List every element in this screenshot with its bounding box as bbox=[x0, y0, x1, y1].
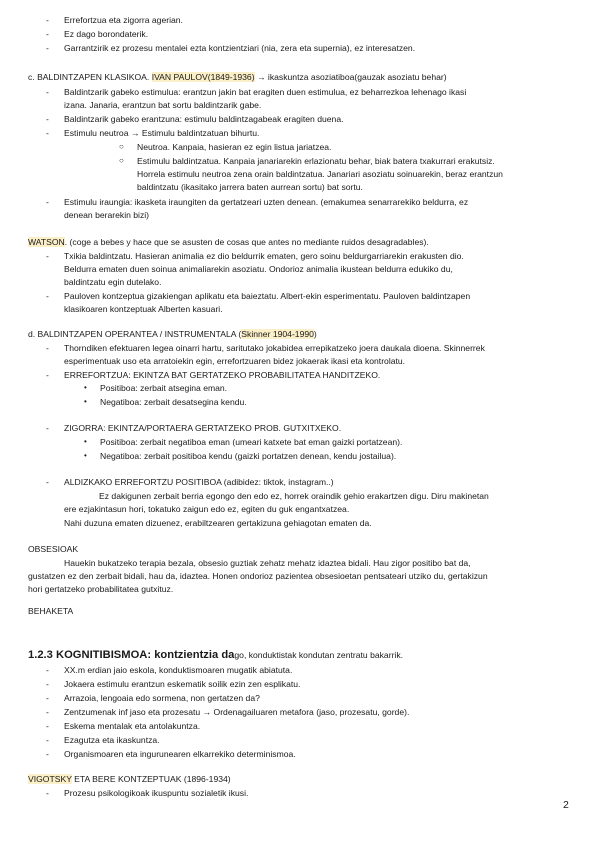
list-dash: - bbox=[46, 477, 49, 487]
sub-bullet: • bbox=[84, 451, 87, 460]
sub-list-item-continuation: Horrela estimulu neutroa zena orain baldintzatua. Janariari asoziatu soinuarekin, beraz erantzun bbox=[137, 169, 503, 179]
section-heading-operant: d. BALDINTZAPEN OPERANTEA / INSTRUMENTALA (Skinner 1904-1990) bbox=[28, 329, 317, 339]
paragraph-line: gustatzen ez den zerbait bidali, hau da, idaztea. Honen ondorioz pazientea obsesioetan pentsateari utziko du, gertakizun bbox=[28, 571, 488, 581]
section-heading-obsessions: OBSESIOAK bbox=[28, 544, 79, 554]
list-item: Eskema mentalak eta antolakuntza. bbox=[64, 721, 201, 731]
list-dash: - bbox=[46, 291, 49, 301]
list-dash: - bbox=[46, 128, 49, 138]
list-item-continuation: izana. Janaria, erantzun bat sortu baldintzarik gabe. bbox=[64, 100, 262, 110]
list-item: Arrazoia, lengoaia edo sormena, non gertatzen da? bbox=[64, 693, 260, 703]
list-dash: - bbox=[46, 343, 49, 353]
sub-list-item: Estimulu baldintzatua. Kanpaia janariarekin erlazionatu behar, biak batera txakurrari erakutsiz. bbox=[137, 156, 495, 166]
list-item-continuation: denean berarekin bizi) bbox=[64, 210, 150, 220]
list-dash: - bbox=[46, 707, 49, 717]
sub-list-item: Positiboa: zerbait negatiboa eman (umeari katxete bat eman gaizki portatzean). bbox=[100, 437, 403, 447]
list-dash: - bbox=[46, 29, 49, 39]
page-number: 2 bbox=[563, 799, 569, 811]
list-item: Baldintzarik gabeko erantzuna: estimulu baldintzagabeak eragiten duena. bbox=[64, 114, 344, 124]
list-item: ALDIZKAKO ERREFORTZU POSITIBOA (adibidez: tiktok, instagram..) bbox=[64, 477, 334, 487]
sub-bullet: ○ bbox=[119, 156, 124, 165]
section-heading-cognitivism: 1.2.3 KOGNITIBISMOA: kontzientzia dago, konduktistak kondutan zentratu bakarrik. bbox=[28, 649, 404, 661]
list-item: Estimulu neutroa → Estimulu baldintzatuan bihurtu. bbox=[64, 128, 260, 138]
sub-list-item: Neutroa. Kanpaia, hasieran ez egin listua jariatzea. bbox=[137, 142, 332, 152]
list-item: Garrantzirik ez prozesu mentalei ezta kontzientziari (nia, zera eta supernia), ez interesatzen. bbox=[64, 43, 416, 53]
sub-bullet: • bbox=[84, 397, 87, 406]
list-dash: - bbox=[46, 721, 49, 731]
list-dash: - bbox=[46, 197, 49, 207]
list-item: ZIGORRA: EKINTZA/PORTAERA GERTATZEKO PROB. GUTXITXEKO. bbox=[64, 423, 342, 433]
list-item: Pauloven kontzeptua gizakiengan aplikatu eta baieztatu. Albert-ekin esperimentatu. Pauloven baldintzapen bbox=[64, 291, 471, 301]
sub-list-item: Positiboa: zerbait atsegina eman. bbox=[100, 383, 228, 393]
list-item: Prozesu psikologikoak ikuspuntu sozialetik ikusi. bbox=[64, 788, 249, 798]
list-dash: - bbox=[46, 43, 49, 53]
section-heading-watson: WATSON. (coge a bebes y hace que se asusten de cosas que antes no mediante ruidos desagradables). bbox=[28, 237, 429, 247]
list-item-continuation: esperimentuak uso eta arratoiekin egin, errefortzuaren bidez jokaerak ikasi eta kontrolatu. bbox=[64, 356, 406, 366]
list-dash: - bbox=[46, 370, 49, 380]
paragraph-line: Hauekin bukatzeko terapia bezala, obsesio guztiak zehatz mehatz idaztea bidali. Hau zigor positibo bat da, bbox=[64, 558, 471, 568]
paragraph-line: Ez dakigunen zerbait berria egongo den edo ez, horrek oraindik gehio erakartzen digu. Diru makinetan bbox=[99, 491, 489, 501]
list-item: Txikia baldintzatu. Hasieran animalia ez dio beldurrik ematen, gero soinu beldurgarriarekin erakusten dio. bbox=[64, 251, 464, 261]
list-item: Estimulu iraungia: ikasketa iraungiten da gertatzeari uzten denean. (emakumea senarrarekiko beldurra, ez bbox=[64, 197, 469, 207]
paragraph-line: ere ezjakintasun hori, tokatuko zaigun edo ez, egiten du guk engantxatzea. bbox=[64, 504, 350, 514]
list-dash: - bbox=[46, 693, 49, 703]
highlighted-name: WATSON bbox=[28, 237, 65, 247]
list-item: ERREFORTZUA: EKINTZA BAT GERTATZEKO PROBABILITATEA HANDITZEKO. bbox=[64, 370, 381, 380]
list-item: Baldintzarik gabeko estimulua: erantzun jakin bat eragiten duen estimulua, ez beharrezkoa lehenago ikasi bbox=[64, 87, 467, 97]
highlighted-name: VIGOTSKY bbox=[28, 774, 72, 784]
list-dash: - bbox=[46, 114, 49, 124]
section-heading-vigotsky: VIGOTSKY ETA BERE KONTZEPTUAK (1896-1934) bbox=[28, 774, 231, 784]
list-item: Organismoaren eta ingurunearen elkarrekiko determinismoa. bbox=[64, 749, 296, 759]
list-dash: - bbox=[46, 423, 49, 433]
list-dash: - bbox=[46, 788, 49, 798]
list-dash: - bbox=[46, 665, 49, 675]
paragraph-line: Nahi duzuna ematen dizuenez, erabiltzearen gertakizuna gehiagotan ematen da. bbox=[64, 518, 372, 528]
list-dash: - bbox=[46, 251, 49, 261]
list-dash: - bbox=[46, 87, 49, 97]
list-item: Errefortzua eta zigorra agerian. bbox=[64, 15, 183, 25]
sub-bullet: ○ bbox=[119, 142, 124, 151]
sub-list-item: Negatiboa: zerbait desatsegina kendu. bbox=[100, 397, 247, 407]
list-item: XX.m erdian jaio eskola, konduktismoaren mugatik abiatuta. bbox=[64, 665, 293, 675]
list-item-continuation: klasikoaren kontzeptuak Alberten kasuari. bbox=[64, 304, 223, 314]
list-item: Ezagutza eta ikaskuntza. bbox=[64, 735, 160, 745]
list-item: Thorndiken efektuaren legea oinarri hartu, saritutako jokabidea errepikatzeko joera daukala dioena. Skinnerrek bbox=[64, 343, 485, 353]
sub-bullet: • bbox=[84, 383, 87, 392]
list-item: Zentzumenak inf jaso eta prozesatu → Ordenagailuaren metafora (jaso, prozesatu, gorde). bbox=[64, 707, 410, 717]
sub-bullet: • bbox=[84, 437, 87, 446]
list-dash: - bbox=[46, 679, 49, 689]
paragraph-line: hori gertatzeko probabilitatea gutxituz. bbox=[28, 584, 174, 594]
list-dash: - bbox=[46, 15, 49, 25]
list-dash: - bbox=[46, 749, 49, 759]
list-item: Jokaera estimulu erantzun eskematik soilik ezin zen esplikatu. bbox=[64, 679, 301, 689]
sub-list-item: Negatiboa: zerbait positiboa kendu (gaizki portatzen denean, kendu jostailua). bbox=[100, 451, 397, 461]
list-dash: - bbox=[46, 735, 49, 745]
sub-list-item-continuation: baldintzatu (ikasitako jarrera baten aurrean sortu) bat sortu. bbox=[137, 182, 363, 192]
highlighted-name: IVAN PAULOV(1849-1936) bbox=[151, 72, 255, 82]
list-item: Ez dago borondaterik. bbox=[64, 29, 149, 39]
section-heading-classical: c. BALDINTZAPEN KLASIKOA. IVAN PAULOV(1849-1936) → ikaskuntza asoziatiboa(gauzak asoziatu behar) bbox=[28, 72, 447, 82]
highlighted-name: Skinner 1904-1990 bbox=[241, 329, 314, 339]
list-item-continuation: baldintzatu egin dutelako. bbox=[64, 277, 162, 287]
list-item-continuation: Beldurra ematen duen soinua animaliarekin asoziatu. Ondorioz animalia ikustean beldurra edukiko du, bbox=[64, 264, 453, 274]
section-heading-observation: BEHAKETA bbox=[28, 606, 74, 616]
